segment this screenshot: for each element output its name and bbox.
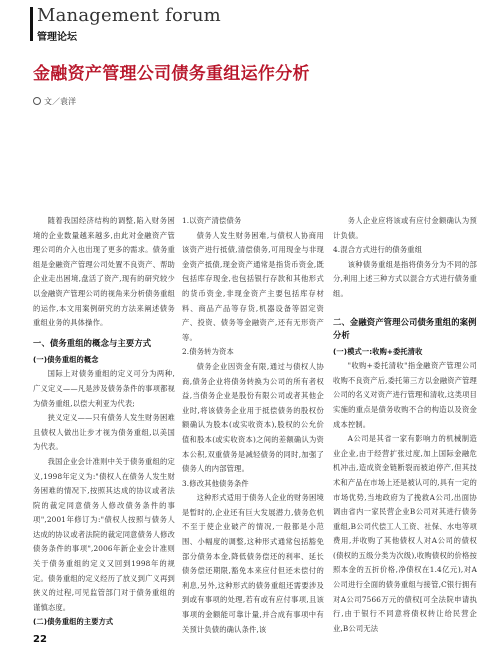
paragraph: 国际上对债务重组的定义可分为两种,广义定义——凡是涉及债务条件的事项都视为债务重组,以偿大利亚为代表; <box>33 369 175 408</box>
article-author <box>33 96 76 107</box>
page-number: 22 <box>33 634 47 645</box>
paragraph: 随着我国经济结构的调整,陷入财务困境的企业数量越来越多,由此对金融资产管理公司的介入也出现了更多的需求。债务重组是金融资产管理公司处置不良资产、帮助企业走出困境,盘活了资产,现有的研究较少以金融资产管理公司的视角来分析债务重组的运作,本文用案例研究的方法来阐述债务重组业务的具体操作。 <box>33 216 175 328</box>
numbered-subheading: 4.混合方式进行的债务重组 <box>333 245 423 255</box>
paragraph: A公司是其省一家有影响力的机械制造业企业,由于经营扩张过度,加上国际金融危机冲击,造成资金链断裂而被迫停产,但其技术和产品在市场上还是被认可的,具有一定的市场优势,当地政府为了挽救A公司,出面协调由省内一家民营企业B公司对其进行债务重组,B公司代偿工人工资、社保、水电等项费用,并收购了其他债权人对A公司的债权(债权的五级分类为次级),收购债权的价格按照本金的五折价格,净债权在1.4亿元),对A公司进行全面的债务重组与接管,C银行拥有对A公司7566万元的债权[可全法院申请执行,由于银行不同意将债权转让给民营企业,B公司无法 <box>333 434 477 633</box>
author-name: 文／袁洋 <box>44 97 76 106</box>
column-2 <box>182 214 324 637</box>
article-title: 金融资产管理公司债务重组运作分析 <box>33 64 310 84</box>
numbered-subheading: 3.修改其他债务条件 <box>182 478 249 488</box>
numbered-subheading: 2.债务转为资本 <box>182 347 234 357</box>
numbered-subheading: 1.以资产清偿债务 <box>182 216 242 225</box>
paragraph: 债务企业因资金有限,通过与债权人协商,债务企业将债务转换为公司的所有者权益,当债务企业是股份有限公司或者其他企业时,将该债务企业用于抵偿债务的股权份额确认为股本(或实收资本),股权的公允价值和股本(或实收资本)之间的差额确认为资本公积,双重债务是减轻债务的同时,加强了债务人的内部管理。 <box>182 361 324 474</box>
subsection-heading: (一)模式一:收购+委托清收 <box>333 346 423 356</box>
paragraph: 我国企业会计准则中关于债务重组的定义,1998年定义为:"债权人在债务人发生财务困难的情况下,按照其达成的协议或者法院的裁定同意债务人修改债务条件的事项",2001年修订为:"债权人按照与债务人达成的协议或者法院的裁定同意债务人修改债务条件的事项",2006年新企业会计准则关于债务重组的定义又回到1998年的规定。债务重组的定义经历了放义到广义再到狭义的过程,可见监管部门对于债务重组的谨慎态度。 <box>33 456 175 612</box>
section-heading: 一、债务重组的概念与主要方式 <box>33 337 152 348</box>
subsection-heading: (一)债务重组的概念 <box>33 354 99 364</box>
paragraph: 该种债务重组是指将债务分为不同的部分,利用上述三种方式以混合方式进行债务重组。 <box>333 259 477 298</box>
column-3-case-study <box>333 316 477 637</box>
paragraph: 债务人发生财务困难,与债权人协商用该资产进行抵债,清偿债务,可用现金与非现金资产抵债,现金资产通常是指货币资金,既包括库存现金,也包括银行存款和其他形式的货币资金,非现金资产主要包括库存材料、商品产品等存货,机器设备等固定资产、投资、债务等金融资产,还有无形资产等。 <box>182 230 324 342</box>
masthead-chinese: 管理论坛 <box>37 32 77 43</box>
paragraph: "收购+委托清收"指金融资产管理公司收购不良资产后,委托第三方以金融资产管理公司的名义对资产进行管理和清收,这类项目实施的重点是债务收购不合的构造以及资金成本控制。 <box>333 361 477 429</box>
column-1 <box>33 214 175 630</box>
section-heading: 二、金融资产管理公司债务重组的案例分析 <box>333 316 477 340</box>
subsection-heading: (二)债务重组的主要方式 <box>33 617 114 627</box>
masthead-bar <box>30 7 33 41</box>
paragraph: 狭义定义——只有债务人发生财务困难且债权人做出让步才视为债务重组,以美国为代表。 <box>33 413 175 452</box>
paragraph: 务人企业应将该或有应付金额确认为预计负债。 <box>333 216 477 240</box>
column-3 <box>333 214 477 636</box>
masthead-english: Management forum <box>37 5 221 26</box>
column-3-top <box>333 214 477 302</box>
author-bullet-icon <box>33 97 41 105</box>
paragraph: 这种形式适用于债务人企业的财务困境是暂时的,企业还有巨大发展潜力,债务危机不至于使企业破产的情况,一般都是小范围、小幅度的调整,这种形式通常包括豁免部分债务本金,降低债务偿还的利率、延长债务偿还期限,豁免本来应付但还未偿付的利息,另外,这种形式的债务重组还需要涉及到或有事项的处理,若有或有应付事项,且该事项的金额能可靠计量,并合成有事项中有关预计负债的确认条件,该 <box>182 493 324 634</box>
